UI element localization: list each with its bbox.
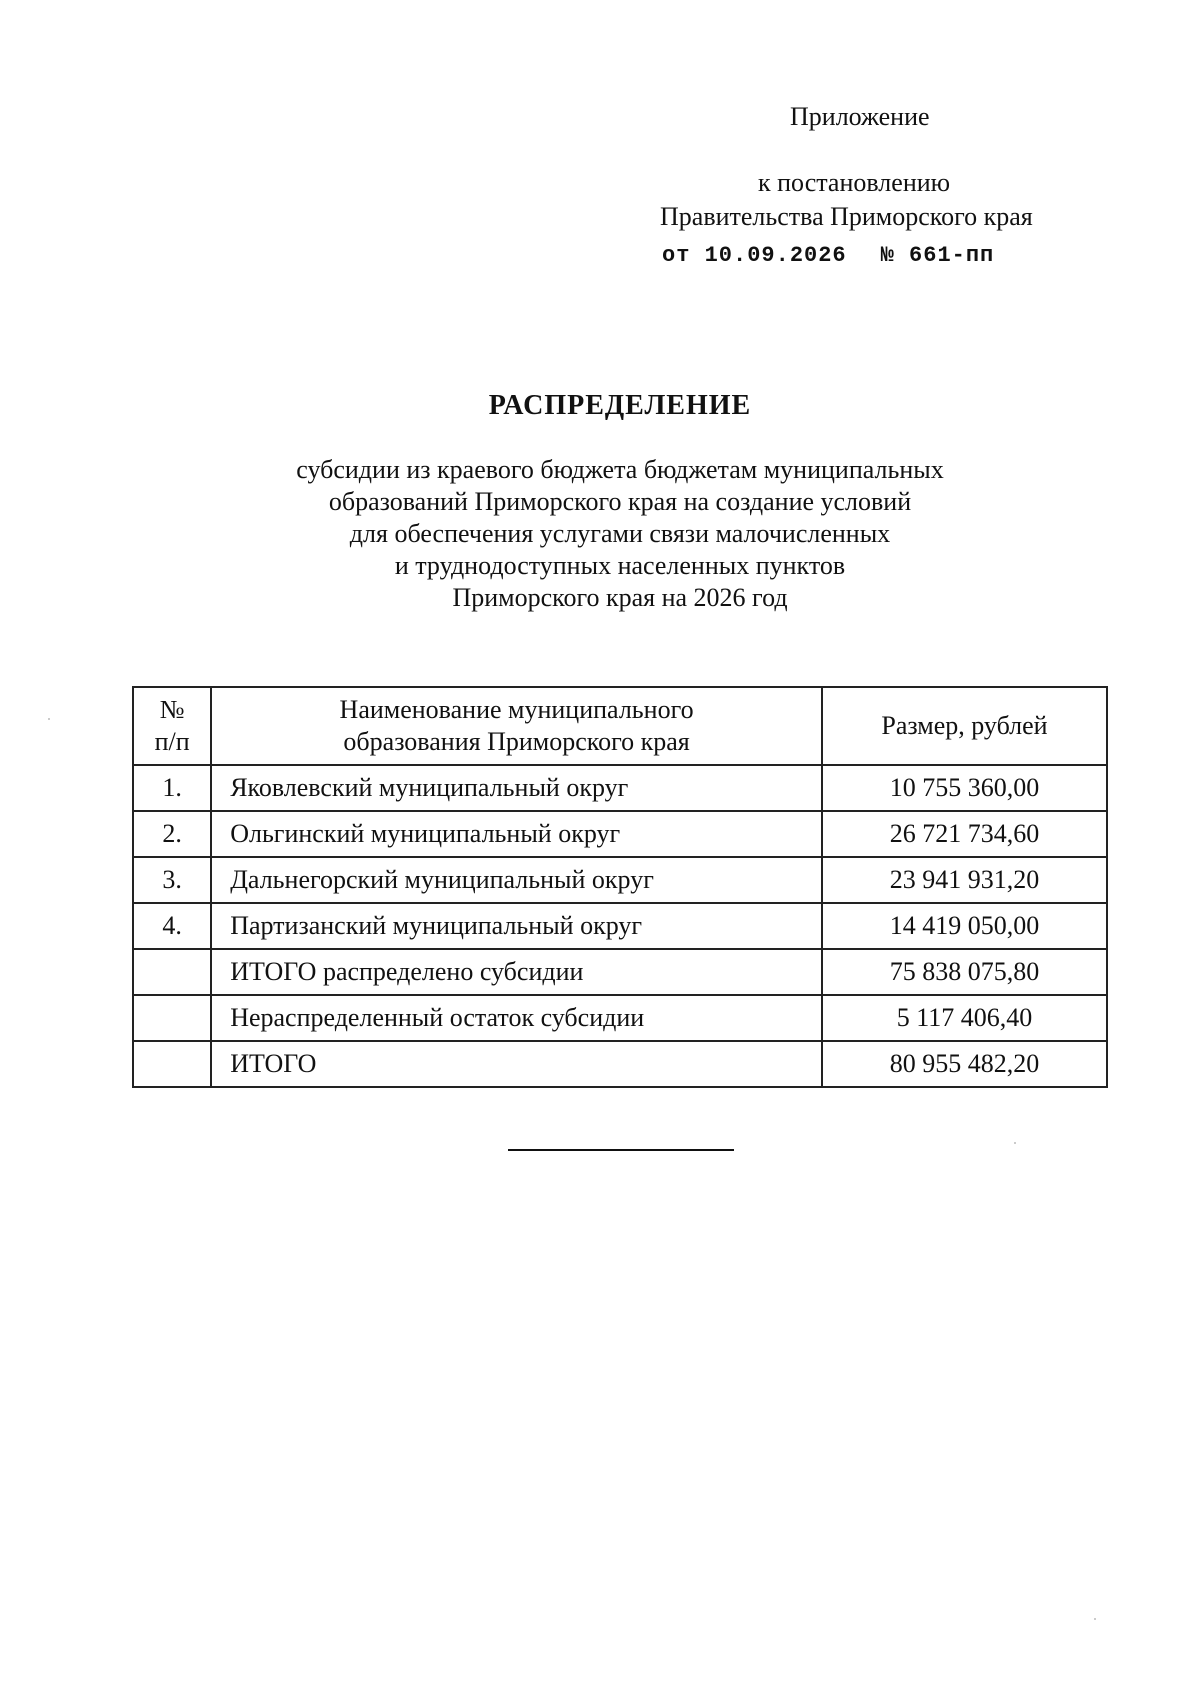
table-header-row (133, 687, 1107, 765)
closing-rule (508, 1149, 734, 1151)
row-amount: 75 838 075,80 (822, 949, 1107, 995)
row-amount: 26 721 734,60 (822, 811, 1107, 857)
header-number-line-2: п/п (154, 727, 190, 756)
table-row (133, 1041, 1107, 1087)
subtitle-line: образований Приморского края на создание условий (328, 487, 912, 516)
row-municipality: ИТОГО распределено субсидии (211, 949, 822, 995)
row-amount: 5 117 406,40 (822, 995, 1107, 1041)
decree-number-label: № (880, 243, 895, 268)
row-municipality: Нераспределенный остаток субсидии (211, 995, 822, 1041)
distribution-table (132, 686, 1108, 1088)
table-row (133, 765, 1107, 811)
header-municipality-line-1: Наименование муниципального (339, 695, 694, 724)
header-number-line-1: № (159, 695, 185, 724)
row-amount: 14 419 050,00 (822, 903, 1107, 949)
row-amount: 10 755 360,00 (822, 765, 1107, 811)
row-amount: 80 955 482,20 (822, 1041, 1107, 1087)
header-municipality (211, 687, 822, 765)
row-number: 2. (133, 811, 211, 857)
table-row (133, 857, 1107, 903)
row-amount: 23 941 931,20 (822, 857, 1107, 903)
row-number (133, 949, 211, 995)
row-number: 1. (133, 765, 211, 811)
appendix-ref-line-2: Правительства Приморского края (660, 202, 1033, 231)
appendix-title: Приложение (790, 102, 930, 131)
scan-speck (1014, 1142, 1016, 1144)
subtitle-line: Приморского края на 2026 год (452, 583, 788, 612)
subtitle-line: субсидии из краевого бюджета бюджетам муниципальных (296, 455, 944, 484)
row-number (133, 995, 211, 1041)
row-number (133, 1041, 211, 1087)
document-subtitle (0, 454, 1200, 614)
decree-date: 10.09.2026 (704, 243, 847, 268)
decree-stamp (662, 242, 994, 270)
scan-speck (1094, 1618, 1096, 1620)
header-number (133, 687, 211, 765)
decree-prefix: от (662, 243, 691, 268)
row-number: 3. (133, 857, 211, 903)
decree-number: 661-пп (909, 243, 995, 268)
row-municipality: Яковлевский муниципальный округ (211, 765, 822, 811)
row-number: 4. (133, 903, 211, 949)
subtitle-line: для обеспечения услугами связи малочисленных (349, 519, 891, 548)
row-municipality: Ольгинский муниципальный округ (211, 811, 822, 857)
row-municipality: ИТОГО (211, 1041, 822, 1087)
row-municipality: Дальнегорский муниципальный округ (211, 857, 822, 903)
table-row (133, 811, 1107, 857)
scan-speck (48, 718, 50, 720)
header-municipality-line-2: образования Приморского края (343, 727, 690, 756)
table-row (133, 949, 1107, 995)
header-amount: Размер, рублей (822, 687, 1107, 765)
subtitle-line: и труднодоступных населенных пунктов (394, 551, 846, 580)
appendix-reference (660, 166, 1080, 234)
document-title: РАСПРЕДЕЛЕНИЕ (488, 390, 752, 421)
table-row (133, 995, 1107, 1041)
appendix-ref-line-1: к постановлению (758, 168, 951, 197)
row-municipality: Партизанский муниципальный округ (211, 903, 822, 949)
table-row (133, 903, 1107, 949)
